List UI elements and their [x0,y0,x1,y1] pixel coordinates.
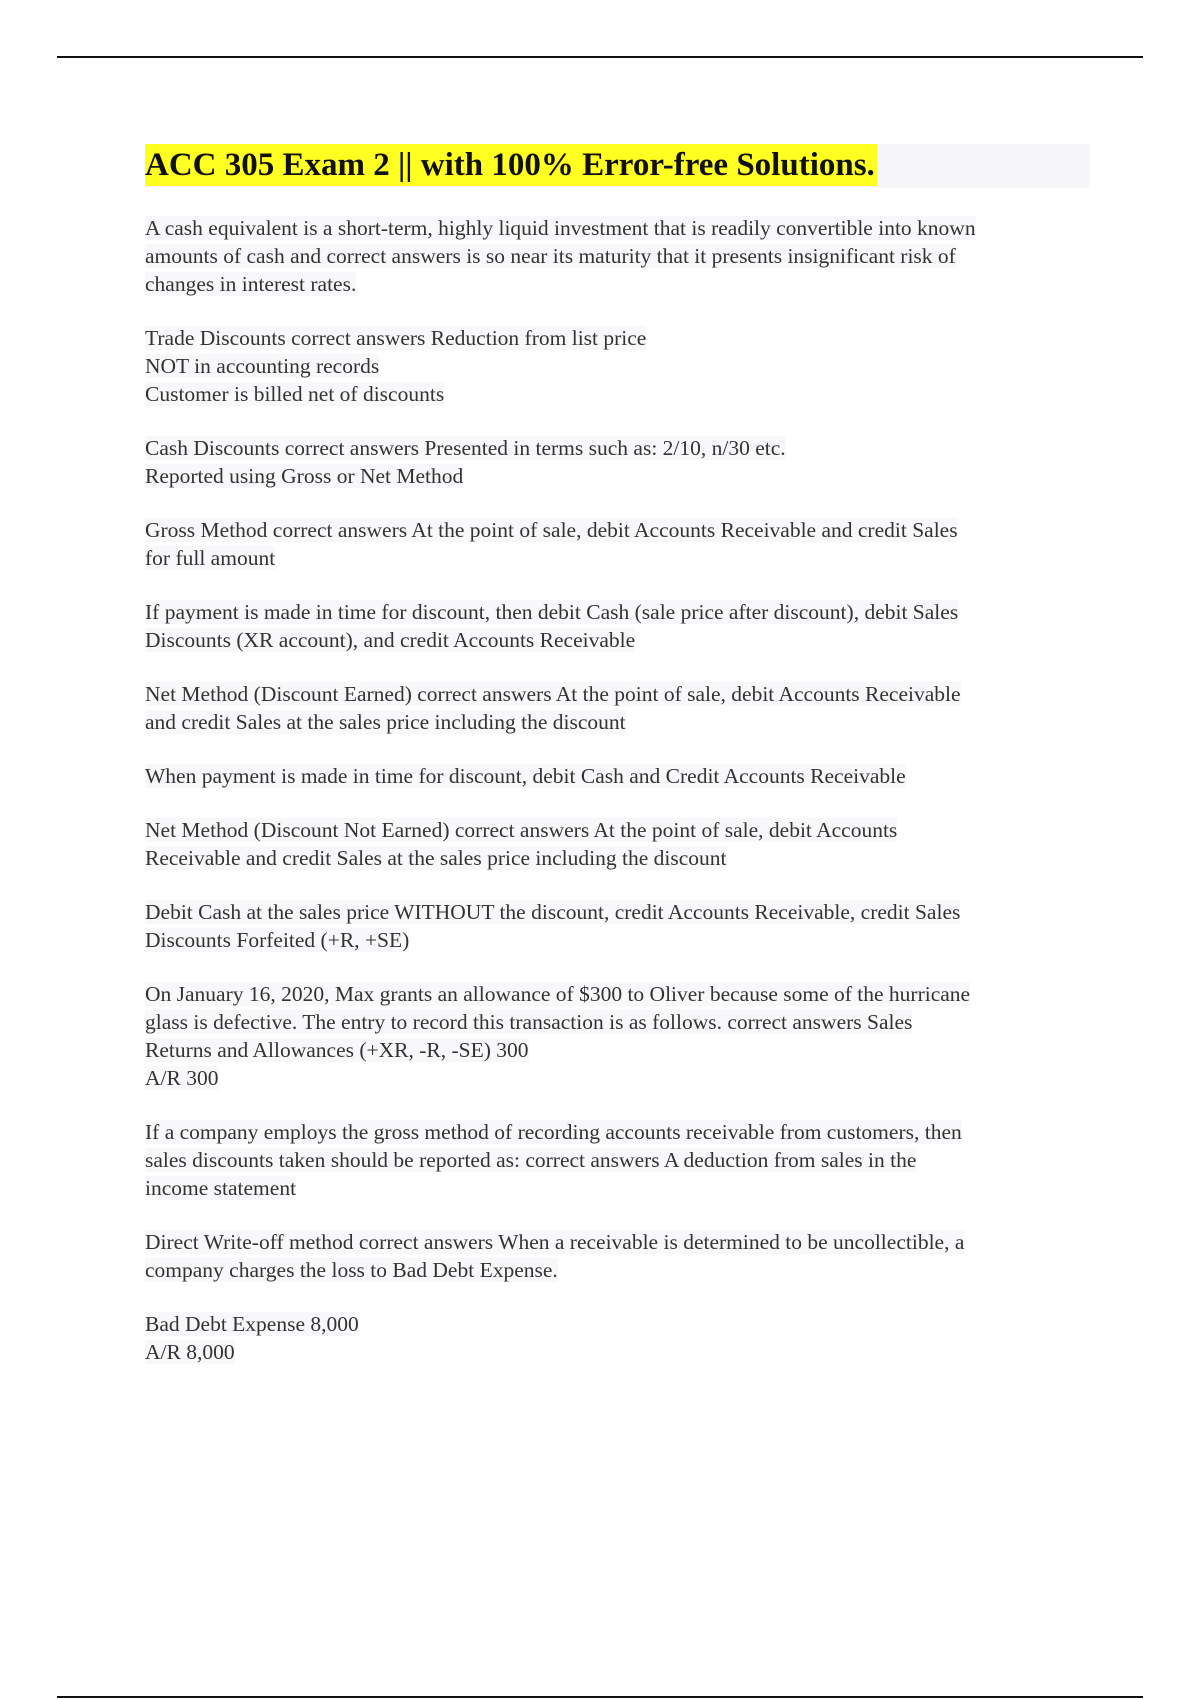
line-text: company charges the loss to Bad Debt Expense. [145,1258,558,1282]
line-text: Net Method (Discount Earned) correct answers At the point of sale, debit Accounts Receivable [145,682,961,706]
paragraph-10 [145,980,1090,1092]
paragraph-8 [145,816,1090,872]
line-text: Net Method (Discount Not Earned) correct answers At the point of sale, debit Accounts [145,818,898,842]
line-text: glass is defective. The entry to record this transaction is as follows. correct answers Sales [145,1010,913,1034]
line-text: Gross Method correct answers At the point of sale, debit Accounts Receivable and credit Sales [145,518,958,542]
paragraph-line [145,680,1090,708]
paragraph-line [145,980,1090,1008]
paragraph-4 [145,516,1090,572]
title-row [145,144,1090,188]
paragraph-line [145,214,1090,242]
line-text: Discounts Forfeited (+R, +SE) [145,928,410,952]
paragraph-line [145,352,1090,380]
paragraph-2 [145,324,1090,408]
line-text: changes in interest rates. [145,272,357,296]
paragraph-7 [145,762,1090,790]
line-text: Receivable and credit Sales at the sales price including the discount [145,846,727,870]
paragraph-line [145,762,1090,790]
line-text: Cash Discounts correct answers Presented in terms such as: 2/10, n/30 etc. [145,436,786,460]
line-text: Returns and Allowances (+XR, -R, -SE) 300 [145,1038,529,1062]
paragraph-3 [145,434,1090,490]
line-text: Bad Debt Expense 8,000 [145,1312,359,1336]
line-text: Reported using Gross or Net Method [145,464,464,488]
line-text: A cash equivalent is a short-term, highly liquid investment that is readily convertible into known [145,216,976,240]
line-text: Customer is billed net of discounts [145,382,445,406]
paragraph-list [145,214,1090,1366]
paragraph-line [145,516,1090,544]
line-text: income statement [145,1176,297,1200]
paragraph-line [145,1228,1090,1256]
paragraph-11 [145,1118,1090,1202]
line-text: NOT in accounting records [145,354,380,378]
paragraph-line [145,926,1090,954]
line-text: for full amount [145,546,276,570]
paragraph-line [145,1008,1090,1036]
paragraph-line [145,1174,1090,1202]
document-title: ACC 305 Exam 2 || with 100% Error-free Solutions. [145,144,877,186]
paragraph-12 [145,1228,1090,1284]
paragraph-line [145,708,1090,736]
paragraph-line [145,380,1090,408]
paragraph-line [145,1310,1090,1338]
paragraph-line [145,1118,1090,1146]
line-text: Trade Discounts correct answers Reduction from list price [145,326,647,350]
line-text: Direct Write-off method correct answers When a receivable is determined to be uncollectible, a [145,1230,965,1254]
line-text: A/R 300 [145,1066,219,1090]
paragraph-line [145,324,1090,352]
paragraph-9 [145,898,1090,954]
paragraph-line [145,898,1090,926]
line-text: sales discounts taken should be reported as: correct answers A deduction from sales in the [145,1148,917,1172]
paragraph-13 [145,1310,1090,1366]
line-text: and credit Sales at the sales price including the discount [145,710,626,734]
paragraph-line [145,270,1090,298]
bottom-rule [57,1696,1143,1698]
line-text: Discounts (XR account), and credit Accounts Receivable [145,628,636,652]
line-text: On January 16, 2020, Max grants an allowance of $300 to Oliver because some of the hurricane [145,982,971,1006]
paragraph-line [145,1256,1090,1284]
document-body [145,144,1090,1392]
paragraph-line [145,462,1090,490]
paragraph-line [145,1338,1090,1366]
paragraph-line [145,242,1090,270]
line-text: Debit Cash at the sales price WITHOUT the discount, credit Accounts Receivable, credit Sales [145,900,961,924]
line-text: A/R 8,000 [145,1340,235,1364]
paragraph-line [145,1064,1090,1092]
paragraph-line [145,1146,1090,1174]
paragraph-5 [145,598,1090,654]
line-text: When payment is made in time for discount, debit Cash and Credit Accounts Receivable [145,764,906,788]
paragraph-1 [145,214,1090,298]
line-text: amounts of cash and correct answers is so near its maturity that it presents insignificant risk of [145,244,956,268]
paragraph-line [145,544,1090,572]
line-text: If a company employs the gross method of recording accounts receivable from customers, then [145,1120,962,1144]
paragraph-line [145,598,1090,626]
paragraph-line [145,626,1090,654]
paragraph-line [145,844,1090,872]
paragraph-line [145,1036,1090,1064]
paragraph-line [145,434,1090,462]
paragraph-6 [145,680,1090,736]
top-rule [57,56,1143,58]
paragraph-line [145,816,1090,844]
line-text: If payment is made in time for discount, then debit Cash (sale price after discount), debit Sales [145,600,959,624]
